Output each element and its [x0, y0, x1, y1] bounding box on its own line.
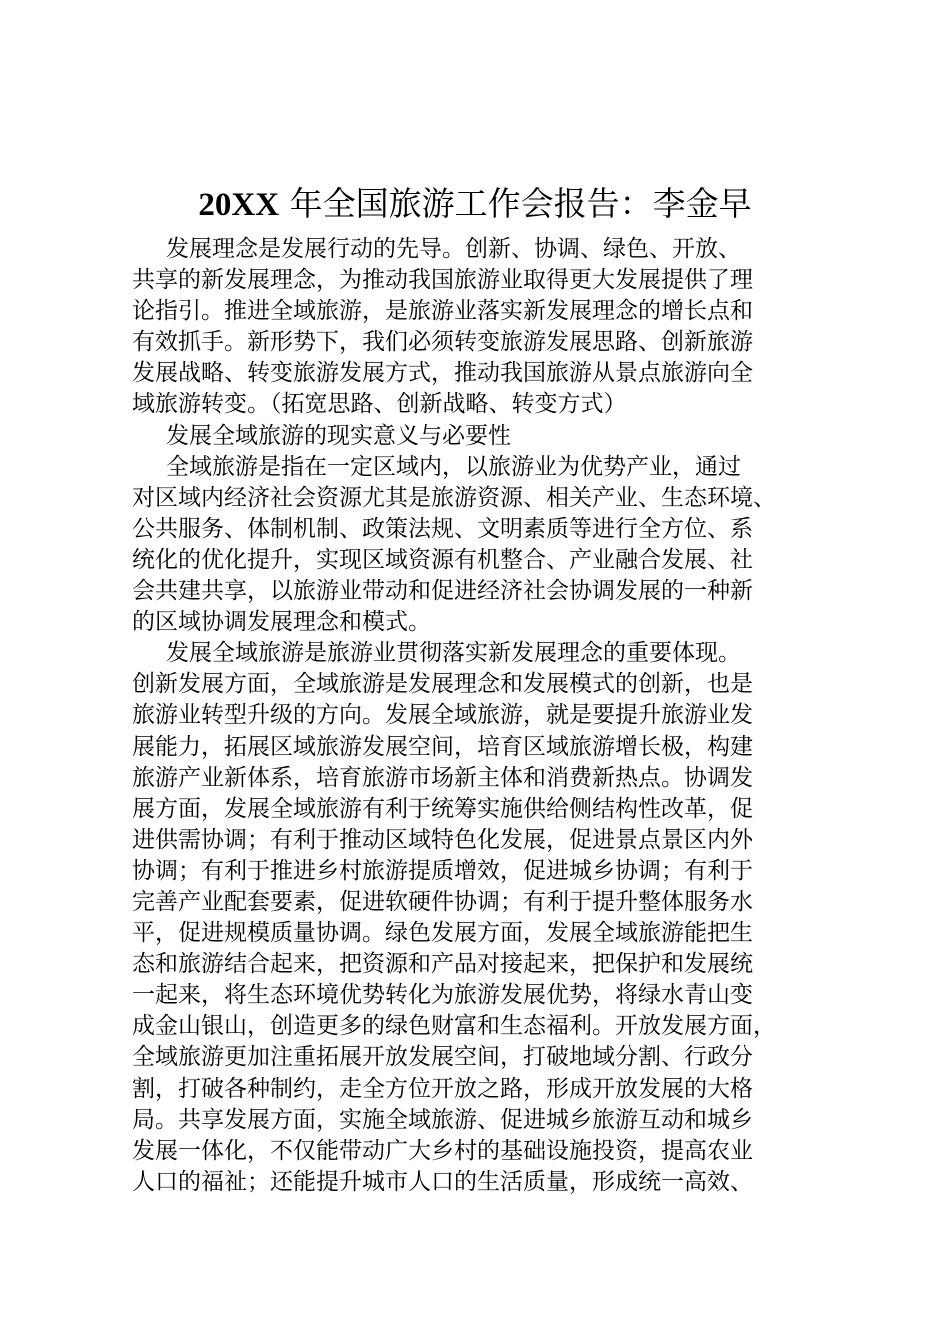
text-line: 人口的福祉；还能提升城市人口的生活质量，形成统一高效、 [132, 1168, 753, 1195]
text-line: 有效抓手。新形势下，我们必须转变旅游发展思路、创新旅游 [132, 329, 753, 356]
text-line: 发展全域旅游是旅游业贯彻落实新发展理念的重要体现。 [166, 640, 741, 667]
text-line: 发展一体化，不仅能带动广大乡村的基础设施投资，提高农业 [132, 1137, 753, 1164]
text-line: 割，打破各种制约，走全方位开放之路，形成开放发展的大格 [132, 1075, 753, 1102]
text-line: 全域旅游更加注重拓展开放发展空间，打破地域分割、行政分 [132, 1044, 753, 1071]
text-line: 完善产业配套要素，促进软硬件协调；有利于提升整体服务水 [132, 888, 753, 915]
text-line: 创新发展方面，全域旅游是发展理念和发展模式的创新，也是 [132, 671, 753, 698]
text-line: 发展理念是发展行动的先导。创新、协调、绿色、开放、 [166, 236, 741, 262]
text-line: 旅游业转型升级的方向。发展全域旅游，就是要提升旅游业发 [132, 702, 753, 729]
text-line: 局。共享发展方面，实施全域旅游、促进城乡旅游互动和城乡 [132, 1106, 753, 1133]
text-line: 态和旅游结合起来，把资源和产品对接起来，把保护和发展统 [132, 951, 753, 978]
text-line: 会共建共享，以旅游业带动和促进经济社会协调发展的一种新 [132, 578, 753, 605]
title-text: 年全国旅游工作会报告：李金早 [289, 184, 752, 223]
text-line: 对区域内经济社会资源尤其是旅游资源、相关产业、生态环境、 [132, 484, 776, 511]
text-line: 发展全域旅游的现实意义与必要性 [166, 422, 511, 449]
page-title [0, 180, 950, 229]
text-line: 统化的优化提升，实现区域资源有机整合、产业融合发展、社 [132, 546, 753, 573]
text-line: 域旅游转变。（拓宽思路、创新战略、转变方式） [132, 391, 627, 418]
text-line: 一起来，将生态环境优势转化为旅游发展优势，将绿水青山变 [132, 982, 753, 1009]
text-line: 旅游产业新体系，培育旅游市场新主体和消费新热点。协调发 [132, 764, 753, 791]
text-line: 共享的新发展理念，为推动我国旅游业取得更大发展提供了理 [132, 267, 753, 294]
text-line: 发展战略、转变旅游发展方式，推动我国旅游从景点旅游向全 [132, 360, 753, 387]
text-line: 展能力，拓展区域旅游发展空间，培育区域旅游增长极，构建 [132, 733, 753, 760]
text-line: 平，促进规模质量协调。绿色发展方面，发展全域旅游能把生 [132, 920, 753, 947]
text-line: 全域旅游是指在一定区域内，以旅游业为优势产业，通过 [166, 453, 741, 480]
text-line: 展方面，发展全域旅游有利于统筹实施供给侧结构性改革，促 [132, 795, 753, 822]
text-line: 的区域协调发展理念和模式。 [132, 609, 431, 636]
text-line: 论指引。推进全域旅游，是旅游业落实新发展理念的增长点和 [132, 298, 753, 325]
body-text [132, 234, 832, 1198]
text-line: 公共服务、体制机制、政策法规、文明素质等进行全方位、系 [132, 515, 753, 542]
text-line: 协调；有利于推进乡村旅游提质增效，促进城乡协调；有利于 [132, 857, 753, 884]
title-number: 20XX [198, 187, 280, 223]
text-line: 成金山银山，创造更多的绿色财富和生态福利。开放发展方面， [132, 1013, 776, 1040]
text-line: 进供需协调；有利于推动区域特色化发展，促进景点景区内外 [132, 826, 753, 853]
